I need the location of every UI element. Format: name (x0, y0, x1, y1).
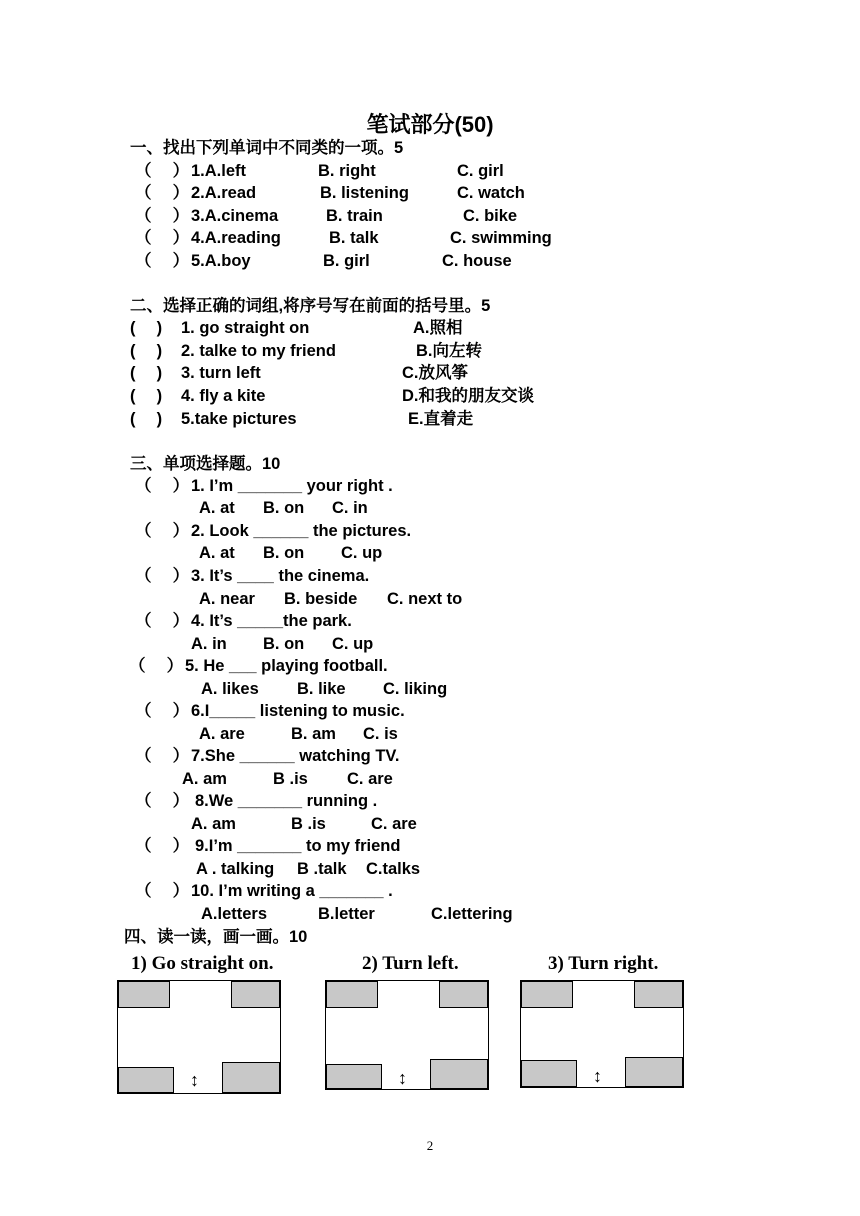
option-a: A. am (191, 815, 236, 833)
option: E.直着走 (408, 410, 474, 428)
option-a: A.letters (201, 905, 268, 923)
question: 7.She ______ watching TV. (191, 747, 400, 765)
section-3-heading: 三、单项选择题。10 (130, 455, 281, 473)
option-b: B. am (291, 725, 336, 743)
phrase: 4. fly a kite (181, 387, 266, 405)
option-b: B. talk (329, 229, 379, 247)
option-b: B. right (318, 162, 376, 180)
question: 6.I_____ listening to music. (191, 702, 405, 720)
option-c: C. next to (387, 590, 463, 608)
question: 1. I’m _______ your right . (191, 477, 393, 495)
street-map-3[interactable] (520, 980, 684, 1088)
option-b: B. on (263, 544, 305, 562)
answer-paren: （ ） (135, 567, 190, 585)
answer-paren: （ ） (129, 657, 184, 675)
building-block (634, 981, 683, 1008)
answer-paren: （ ） (135, 184, 190, 202)
answer-paren: （ ） (135, 837, 190, 855)
question: 10. I’m writing a _______ . (191, 882, 393, 900)
option-b: B.letter (318, 905, 375, 923)
option-b: B. listening (320, 184, 409, 202)
building-block (439, 981, 488, 1008)
option-b: B .is (291, 815, 326, 833)
up-down-arrow-icon: ↕ (398, 1068, 407, 1088)
section-2-heading: 二、选择正确的词组,将序号写在前面的括号里。5 (130, 297, 491, 315)
drawing-label-2: 2) Turn left. (362, 953, 459, 974)
answer-paren: ( ) (130, 319, 163, 337)
answer-paren: （ ） (135, 792, 190, 810)
street-map-2[interactable] (325, 980, 489, 1090)
answer-paren: （ ） (135, 477, 190, 495)
street-map-1[interactable] (117, 980, 281, 1094)
answer-paren: ( ) (130, 410, 163, 428)
option-a: A. likes (201, 680, 259, 698)
question: 2. Look ______ the pictures. (191, 522, 412, 540)
building-block (231, 981, 280, 1008)
answer-paren: ( ) (130, 342, 163, 360)
option-c: C. bike (463, 207, 518, 225)
building-block (326, 1064, 382, 1089)
question: 5. He ___ playing football. (185, 657, 388, 675)
option-c: C. in (332, 499, 368, 517)
option-a: A. are (199, 725, 245, 743)
answer-paren: （ ） (135, 252, 190, 270)
phrase: 2. talke to my friend (181, 342, 336, 360)
answer-paren: （ ） (135, 522, 190, 540)
option-b: B. on (263, 499, 305, 517)
phrase: 3. turn left (181, 364, 261, 382)
building-block (222, 1062, 280, 1093)
option-c: C. up (332, 635, 374, 653)
question: 8.We _______ running . (195, 792, 378, 810)
option: D.和我的朋友交谈 (402, 387, 534, 405)
option: B.向左转 (416, 342, 482, 360)
option-c: C.talks (366, 860, 421, 878)
option-c: C. up (341, 544, 383, 562)
option-a: A. near (199, 590, 255, 608)
option-b: B. like (297, 680, 346, 698)
page-number: 2 (426, 1138, 434, 1153)
option-a: A . talking (196, 860, 275, 878)
option-a: 5.A.boy (191, 252, 251, 270)
building-block (625, 1057, 683, 1087)
option-a: A. in (191, 635, 227, 653)
section-4-heading: 四、读一读，画一画。10 (124, 928, 308, 946)
answer-paren: （ ） (135, 747, 190, 765)
option-c: C. is (363, 725, 398, 743)
option: A.照相 (413, 319, 463, 337)
option-c: C. watch (457, 184, 525, 202)
question: 4. It’s _____the park. (191, 612, 352, 630)
option-a: 3.A.cinema (191, 207, 279, 225)
option-a: A. at (199, 544, 235, 562)
option-b: B. beside (284, 590, 358, 608)
building-block (521, 981, 573, 1008)
phrase: 1. go straight on (181, 319, 310, 337)
building-block (118, 981, 170, 1008)
answer-paren: （ ） (135, 612, 190, 630)
option-c: C. swimming (450, 229, 552, 247)
option-b: B. girl (323, 252, 370, 270)
option-a: A. at (199, 499, 235, 517)
option: C.放风筝 (402, 364, 468, 382)
answer-paren: （ ） (135, 207, 190, 225)
option-c: C. are (347, 770, 393, 788)
option-c: C. house (442, 252, 512, 270)
building-block (118, 1067, 174, 1093)
option-b: B. train (326, 207, 383, 225)
option-b: B. on (263, 635, 305, 653)
answer-paren: ( ) (130, 387, 163, 405)
option-b: B .is (273, 770, 308, 788)
building-block (521, 1060, 577, 1087)
building-block (430, 1059, 488, 1089)
up-down-arrow-icon: ↕ (593, 1066, 602, 1086)
drawing-label-1: 1) Go straight on. (131, 953, 274, 974)
option-c: C.lettering (431, 905, 513, 923)
section-1-heading: 一、找出下列单词中不同类的一项。5 (130, 139, 404, 157)
option-a: 2.A.read (191, 184, 257, 202)
option-c: C. are (371, 815, 417, 833)
up-down-arrow-icon: ↕ (190, 1070, 199, 1090)
answer-paren: （ ） (135, 229, 190, 247)
option-c: C. liking (383, 680, 448, 698)
option-a: A. am (182, 770, 227, 788)
answer-paren: ( ) (130, 364, 163, 382)
question: 9.I’m _______ to my friend (195, 837, 401, 855)
page-title: 笔试部分(50) (366, 112, 494, 137)
option-a: 1.A.left (191, 162, 247, 180)
answer-paren: （ ） (135, 162, 190, 180)
drawing-label-3: 3) Turn right. (548, 953, 659, 974)
answer-paren: （ ） (135, 702, 190, 720)
option-a: 4.A.reading (191, 229, 281, 247)
question: 3. It’s ____ the cinema. (191, 567, 370, 585)
building-block (326, 981, 378, 1008)
option-c: C. girl (457, 162, 504, 180)
option-b: B .talk (297, 860, 347, 878)
phrase: 5.take pictures (181, 410, 297, 428)
answer-paren: （ ） (135, 882, 190, 900)
